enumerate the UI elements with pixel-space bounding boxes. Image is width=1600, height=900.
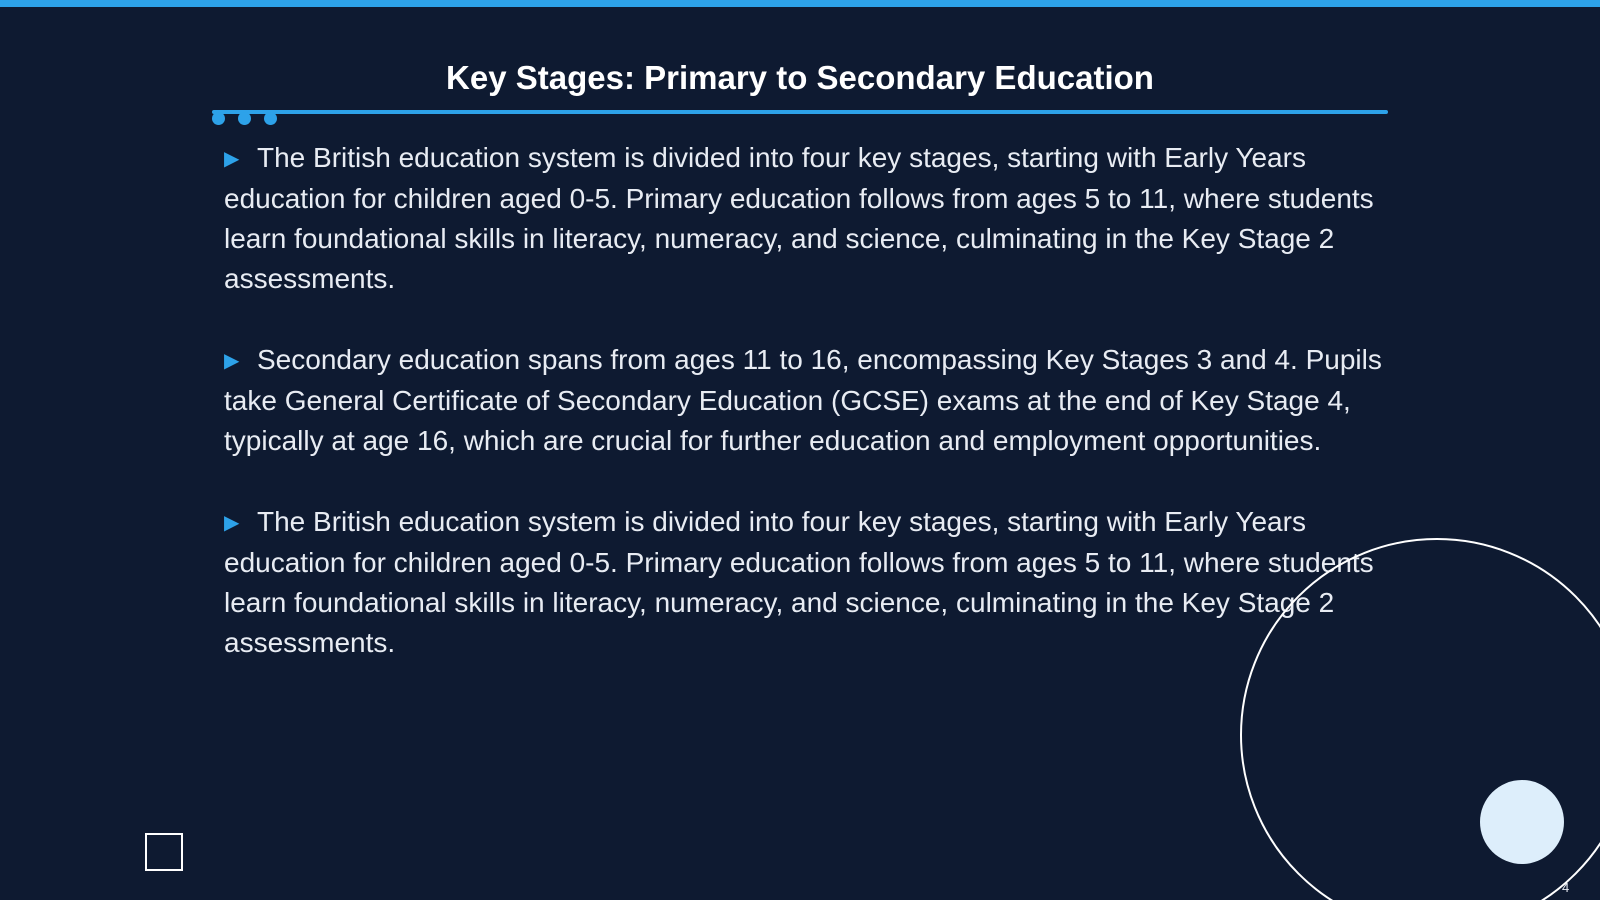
title-dot-2 [238, 112, 251, 125]
decorative-square-outline [145, 833, 183, 871]
title-dot-1 [212, 112, 225, 125]
slide-title: Key Stages: Primary to Secondary Education [446, 59, 1154, 96]
bullet-text: The British education system is divided into four key stages, starting with Early Years education for children aged 0-5. Primary education follows from ages 5 to 11, where students learn foundational skills in literacy, numeracy, and science, culminating in the Key Stage 2 assessments. [224, 142, 1374, 294]
title-dot-3 [264, 112, 277, 125]
page-number: 4 [1562, 880, 1570, 895]
bullet-item [224, 502, 1384, 663]
bullet-arrow-icon: ▶ [224, 512, 240, 534]
bullet-text: The British education system is divided into four key stages, starting with Early Years education for children aged 0-5. Primary education follows from ages 5 to 11, where students learn foundational skills in literacy, numeracy, and science, culminating in the Key Stage 2 assessments. [224, 506, 1374, 658]
bullet-list [224, 138, 1384, 704]
bullet-item [224, 138, 1384, 299]
bullet-arrow-icon: ▶ [224, 148, 240, 170]
bullet-item [224, 340, 1384, 461]
decorative-filled-circle [1480, 780, 1564, 864]
title-underline [212, 110, 1388, 114]
bullet-arrow-icon: ▶ [224, 350, 240, 372]
bullet-text: Secondary education spans from ages 11 to 16, encompassing Key Stages 3 and 4. Pupils take General Certificate of Secondary Education (GCSE) exams at the end of Key Stage 4, typically at age 16, which are crucial for further education and employment opportunities. [224, 344, 1382, 456]
top-accent-bar [0, 0, 1600, 7]
